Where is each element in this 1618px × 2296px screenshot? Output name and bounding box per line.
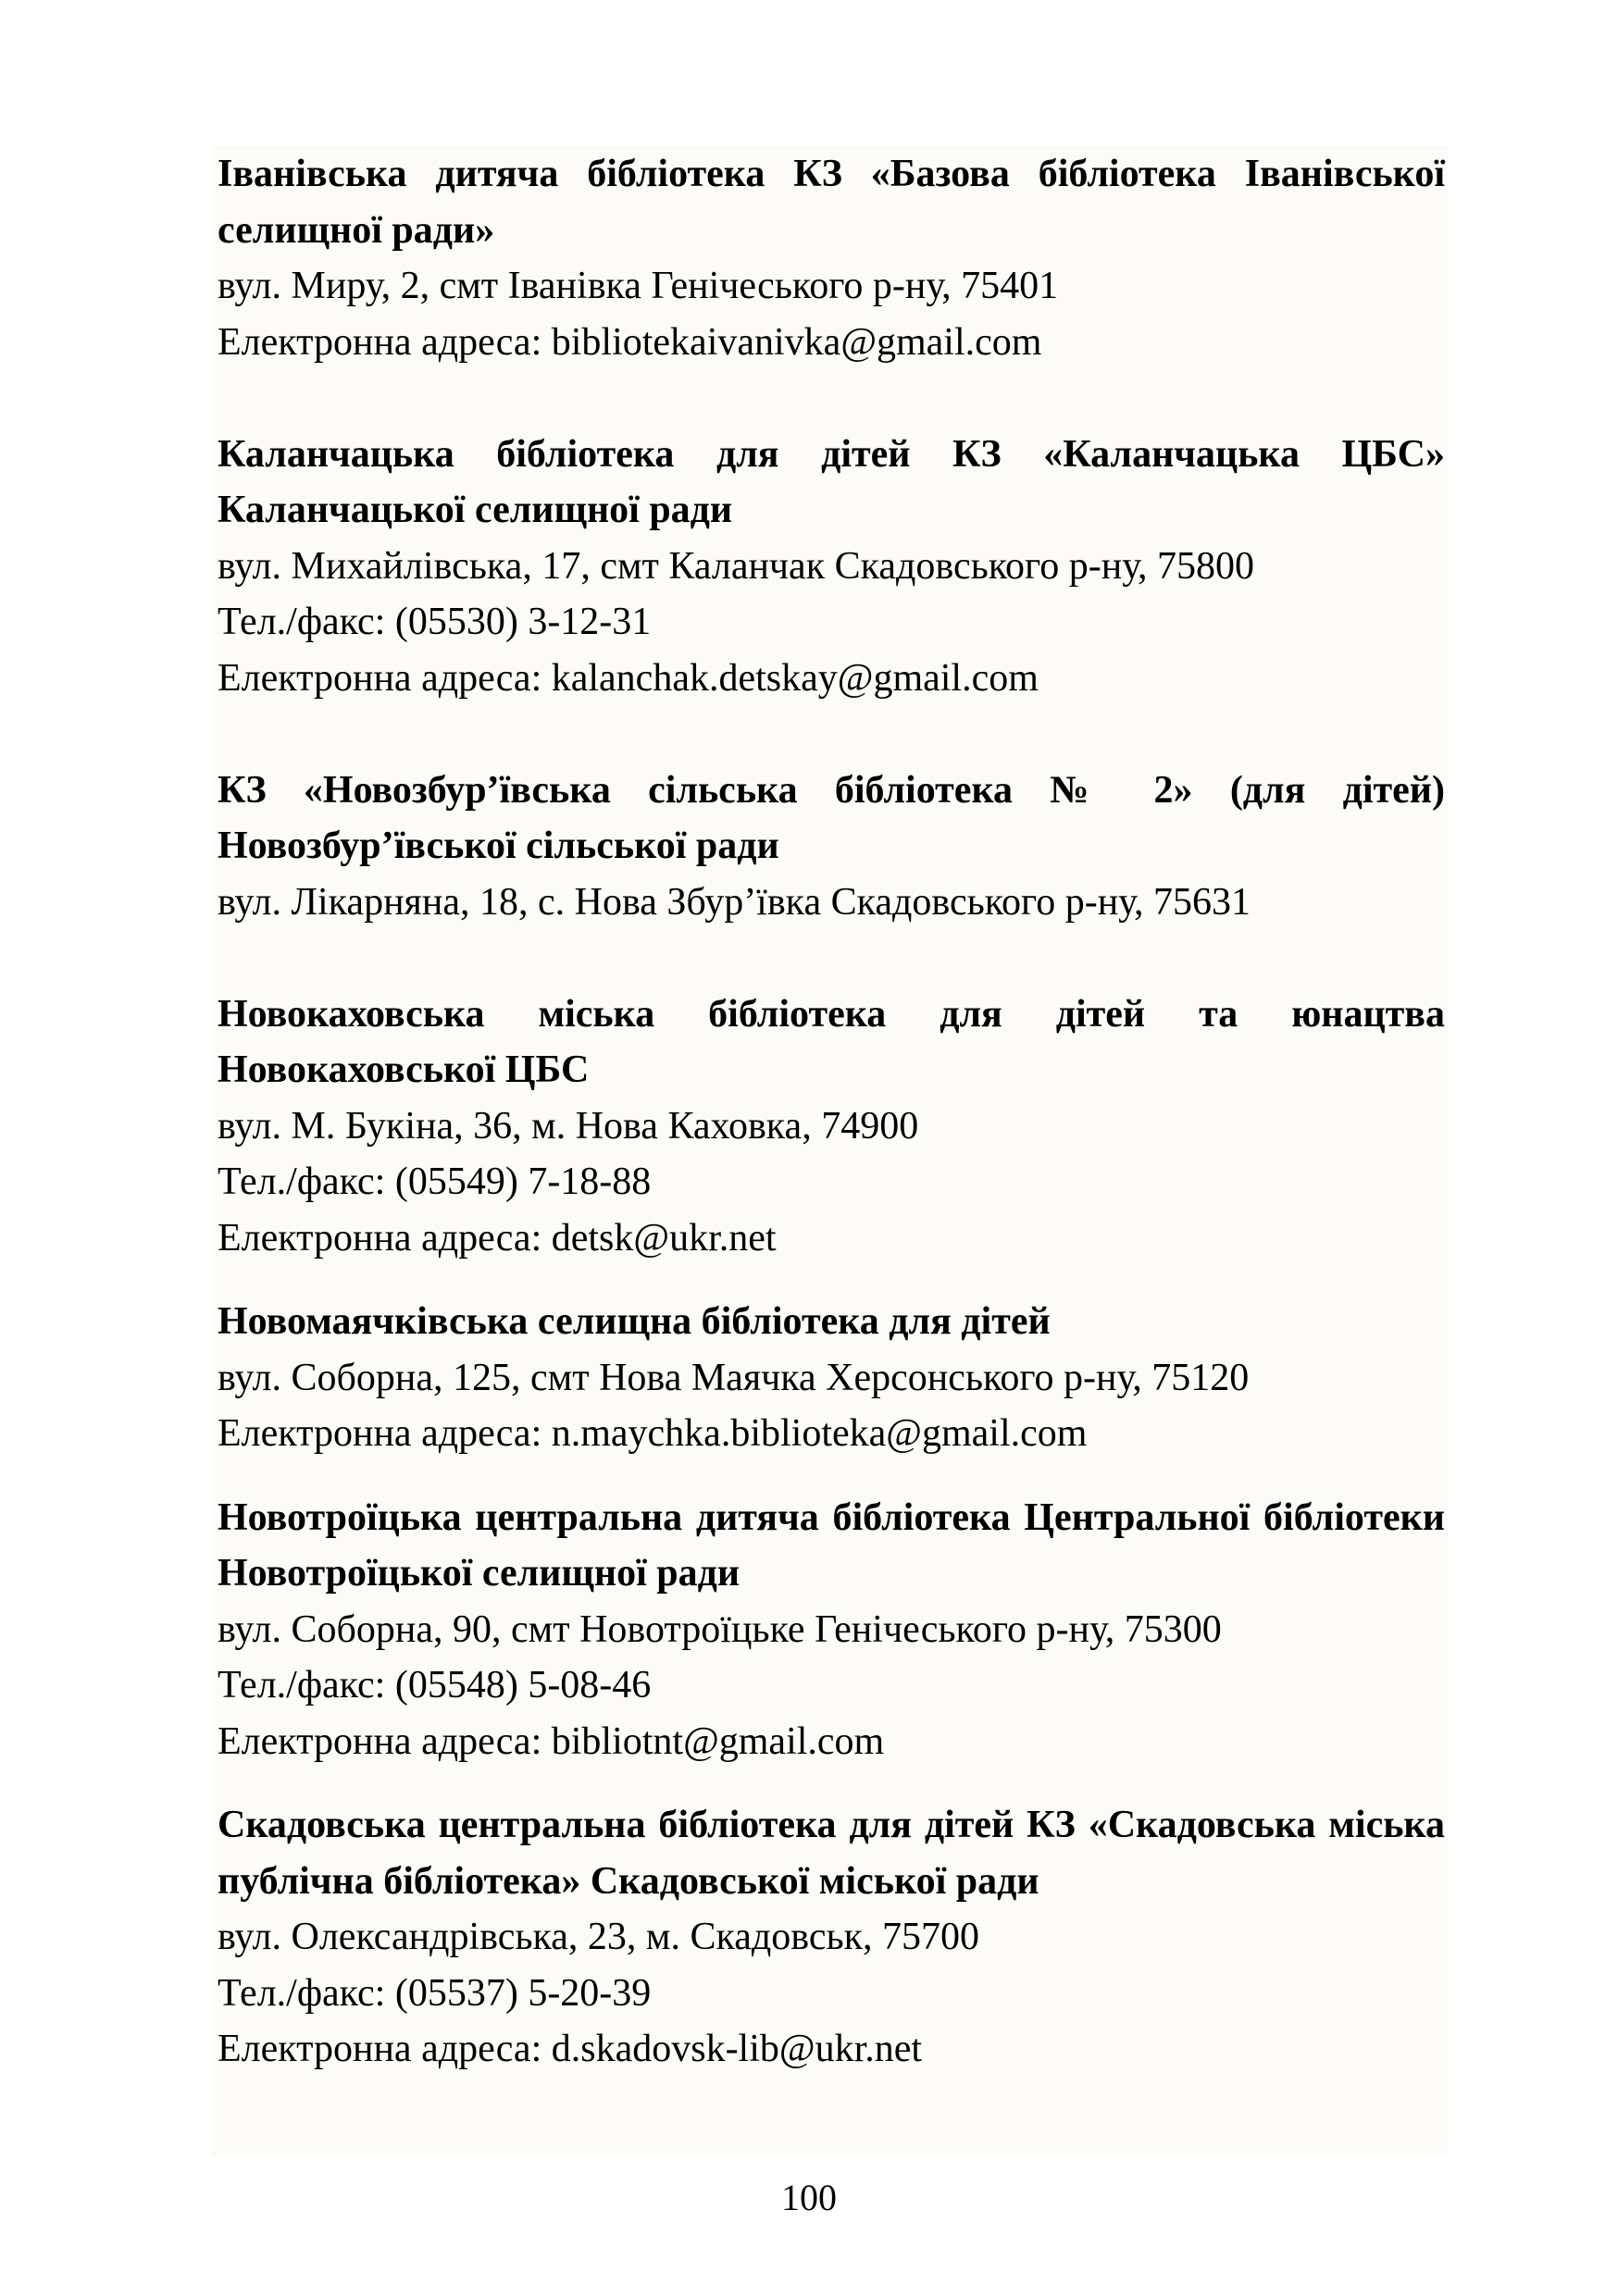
library-email: Електронна адреса: n.maychka.biblioteka@gmail.com (218, 1412, 1088, 1455)
library-phone: Тел./факс: (05530) 3-12-31 (218, 601, 652, 643)
library-email: Електронна адреса: d.skadovsk-lib@ukr.net (218, 2028, 923, 2070)
library-entry (218, 1490, 1449, 1770)
library-name: Іванівська дитяча бібліотека КЗ «Базова бібліотека Іванівської селищної ради» (218, 153, 1445, 252)
library-entry (218, 1797, 1449, 2078)
library-phone: Тел./факс: (05549) 7-18-88 (218, 1160, 652, 1203)
library-address: вул. Михайлівська, 17, смт Каланчак Скадовського р-ну, 75800 (218, 544, 1254, 588)
library-name: Каланчацька бібліотека для дітей КЗ «Каланчацька ЦБС» Каланчацької селищної ради (218, 432, 1445, 531)
library-email: Електронна адреса: bibliotnt@gmail.com (218, 1719, 885, 1763)
library-address: вул. Соборна, 90, смт Новотроїцьке Генічеського р-ну, 75300 (218, 1607, 1222, 1651)
library-phone: Тел./факс: (05537) 5-20-39 (218, 1971, 652, 2015)
library-email: Електронна адреса: kalanchak.detskay@gmail.com (218, 656, 1039, 700)
library-entry (218, 427, 1449, 707)
library-name: КЗ «Новозбур’ївська сільська бібліотека № 2» (для дітей) Новозбур’ївської сільської ради (218, 768, 1445, 867)
library-name: Новомаячківська селищна бібліотека для дітей (218, 1300, 1051, 1343)
library-entry (218, 987, 1449, 1267)
library-entry (218, 146, 1449, 370)
library-email: Електронна адреса: detsk@ukr.net (218, 1216, 777, 1260)
library-name: Скадовська центральна бібліотека для дітей КЗ «Скадовська міська публічна бібліотека» Скадовської міської ради (218, 1804, 1445, 1903)
library-directory (212, 146, 1449, 2156)
library-name: Новокаховська міська бібліотека для дітей та юнацтва Новокаховської ЦБС (218, 992, 1445, 1091)
library-address: вул. Олександрівська, 23, м. Скадовськ, 75700 (218, 1916, 980, 1958)
library-entry (218, 763, 1449, 931)
library-email: Електронна адреса: bibliotekaivanivka@gmail.com (218, 320, 1042, 364)
library-address: вул. Лікарняна, 18, с. Нова Збур’ївка Скадовського р-ну, 75631 (218, 880, 1251, 924)
library-address: вул. Миру, 2, смт Іванівка Генічеського р-ну, 75401 (218, 265, 1059, 307)
library-address: вул. Соборна, 125, смт Нова Маячка Херсонського р-ну, 75120 (218, 1356, 1250, 1399)
library-phone: Тел./факс: (05548) 5-08-46 (218, 1664, 652, 1706)
library-address: вул. М. Букіна, 36, м. Нова Каховка, 74900 (218, 1104, 919, 1148)
library-name: Новотроїцька центральна дитяча бібліотека Центральної бібліотеки Новотроїцької селищної ради (218, 1496, 1445, 1595)
library-entry (218, 1294, 1449, 1462)
page-number: 100 (781, 2177, 837, 2218)
